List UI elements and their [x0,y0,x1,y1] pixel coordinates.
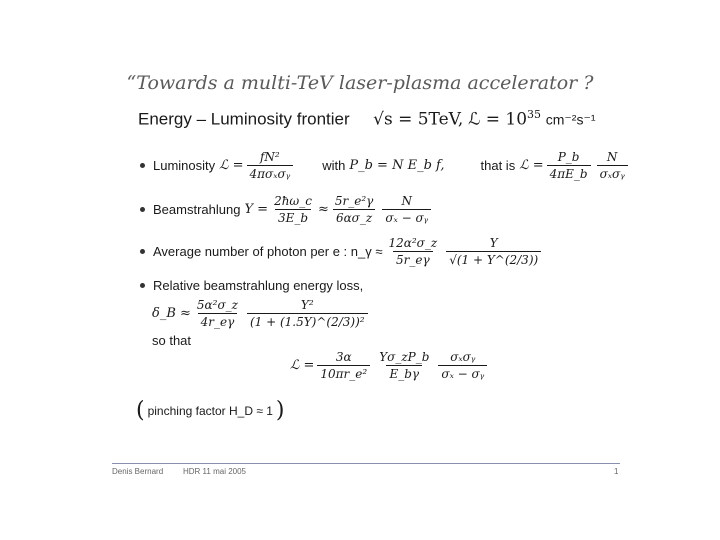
bullet-dot [140,207,145,212]
bullet-label: Luminosity [153,158,216,173]
subtitle-lum: ℒ = 10 [468,109,528,130]
frac-num: Υ [489,236,498,250]
eq-lhs: Υ = [244,202,269,217]
subtitle-units: cm⁻²s⁻¹ [545,111,596,128]
bullet-label: Average number of photon per e : n_γ ≈ [153,244,383,259]
bullet-beamstrahlung [140,194,434,225]
slide-subtitle [138,108,596,130]
so-that-text: so that [152,333,192,348]
eq-fraction-3 [438,350,487,381]
footer-page-number: 1 [614,467,619,476]
footer-author: Denis Bernard [112,467,164,476]
frac-den: √(1 + Υ^(2/3)) [446,251,541,267]
frac-num: 3α [335,350,352,364]
bullet-photons [140,236,544,267]
frac-den: 4πE_b [547,165,591,181]
frac-den: (1 + (1.5Υ)^(2/3))² [247,313,368,329]
eq-fraction-2 [332,194,376,225]
eq-that-is: that is [480,158,516,173]
bullet-label: Beamstrahlung [153,202,241,217]
eq-lhs: ℒ = [290,358,315,373]
eq-fraction [247,150,294,181]
open-paren: ( [136,398,145,423]
frac-den: σₓσᵧ [597,165,628,181]
eq-pb: P_b = N E_b f, [349,158,445,173]
eq-lhs3: ℒ = [519,158,544,173]
frac-den: 5r_eγ [393,251,433,267]
frac-den: σₓ − σᵧ [438,365,487,381]
frac-num: Υ² [300,298,314,312]
pinching-text: pinching factor H_D ≈ 1 [147,404,273,418]
subtitle-text: Energy – Luminosity frontier [138,109,350,129]
so-that [152,333,191,348]
bullet-dot [140,283,145,288]
frac-num: P_b [557,150,580,164]
bullet-label: Relative beamstrahlung energy loss, [153,278,364,293]
frac-num: σₓσᵧ [450,350,476,364]
eq-lhs: δ_B ≈ [152,306,191,321]
eq-lhs: ℒ = [219,158,244,173]
eq-fraction-b [597,150,628,181]
frac-den: σₓ − σᵧ [382,209,431,225]
frac-num: fN² [259,150,280,164]
eq-fraction [194,298,241,329]
eq-fraction-3 [382,194,431,225]
frac-num: 2ħω_c [274,194,312,208]
eq-fraction-2 [247,298,368,329]
frac-num: N [401,194,412,208]
frac-den: 4r_eγ [198,313,238,329]
frac-num: 12α²σ_z [388,236,438,250]
frac-den: 6ασ_z [333,209,375,225]
subtitle-energy: √s = 5TeV, [373,109,464,130]
frac-num: N [606,150,618,164]
bullet-energy-loss [140,278,363,293]
eq-fraction-2 [376,350,432,381]
eq-approx: ≈ [317,202,329,217]
eq-fraction-2 [446,236,541,267]
eq-fraction [271,194,315,225]
eq-fraction-a [547,150,591,181]
eq-fraction [317,350,370,381]
frac-den: E_bγ [386,365,422,381]
frac-den: 3E_b [275,209,311,225]
bullet-luminosity [140,150,631,181]
eq-fraction [386,236,441,267]
frac-num: Υσ_zP_b [379,350,430,364]
pinching-factor [136,400,285,422]
frac-den: 10πr_e² [317,365,370,381]
close-paren: ) [275,398,285,423]
frac-num: 5α²σ_z [196,298,238,312]
frac-den: 4πσₓσᵧ [247,165,294,181]
bullet-dot [140,163,145,168]
subtitle-exp: 35 [527,108,542,121]
frac-num: 5r_e²γ [334,194,374,208]
bullet-dot [140,249,145,254]
footer-divider [112,463,620,464]
footer-event: HDR 11 mai 2005 [183,467,246,476]
eq-with: with [322,158,346,173]
slide-title: “Towards a multi-TeV laser-plasma accelerator ? [126,72,594,94]
eq-delta-b [152,298,371,329]
eq-luminosity-final [290,350,490,381]
